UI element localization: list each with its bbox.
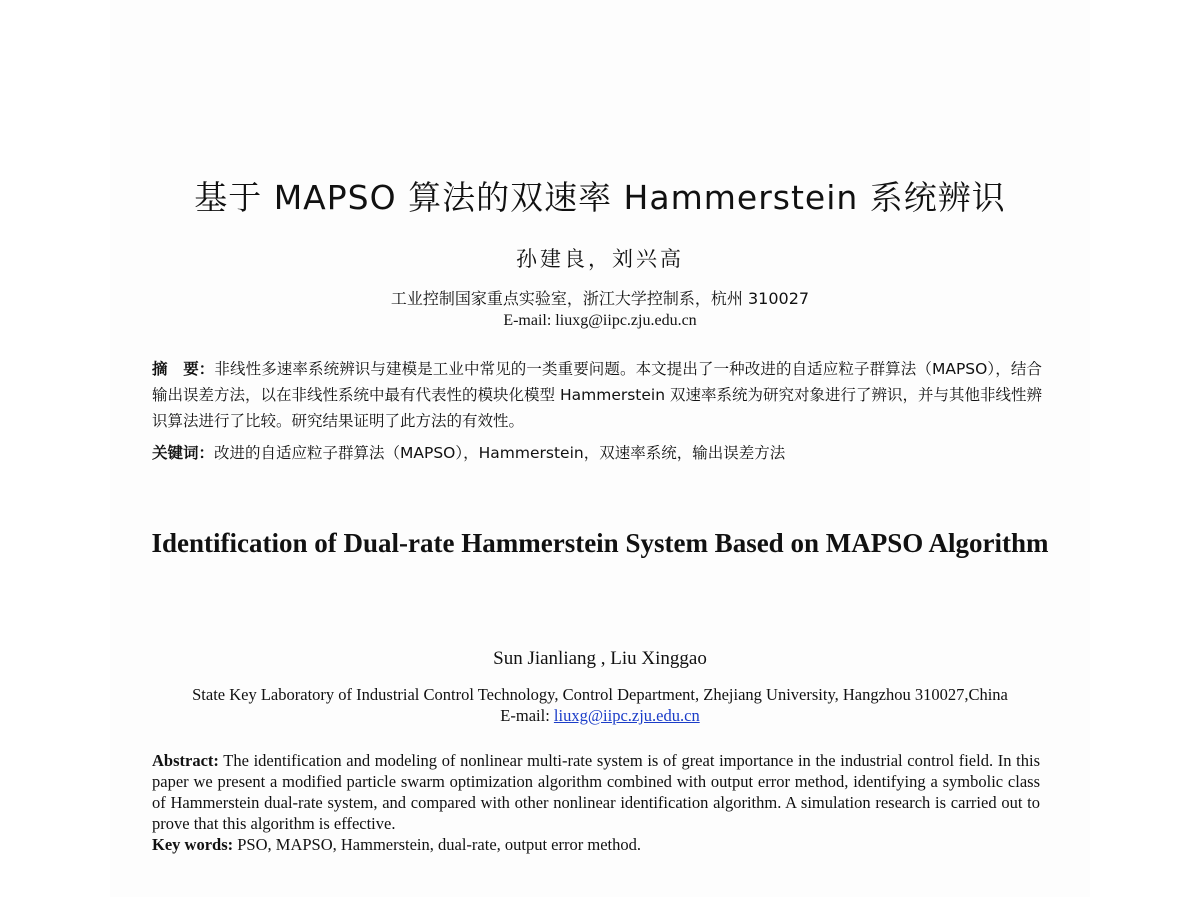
chinese-abstract (152, 356, 1042, 434)
chinese-keywords-text: 改进的自适应粒子群算法（MAPSO），Hammerstein，双速率系统，输出误差方法 (214, 444, 786, 462)
english-keywords (152, 834, 1040, 855)
chinese-abstract-text: 非线性多速率系统辨识与建模是工业中常见的一类重要问题。本文提出了一种改进的自适应粒子群算法（MAPSO），结合输出误差方法，以在非线性系统中最有代表性的模块化模型 Hammerstein 双速率系统为研究对象进行了辨识，并与其他非线性辨识算法进行了比较。研究结果证明了此方法的有效性。 (152, 360, 1042, 430)
english-affiliation: State Key Laboratory of Industrial Control Technology, Control Department, Zhejiang University, Hangzhou 310027,China (192, 685, 1008, 704)
chinese-keywords-label: 关键词： (152, 444, 215, 462)
english-keywords-text: PSO, MAPSO, Hammerstein, dual-rate, output error method. (233, 835, 641, 854)
chinese-keywords (152, 440, 1042, 466)
english-email (0, 705, 1200, 726)
chinese-title: 基于 MAPSO 算法的双速率 Hammerstein 系统辨识 (194, 178, 1006, 217)
chinese-abstract-label: 摘 要： (152, 360, 215, 378)
english-title: Identification of Dual-rate Hammerstein System Based on MAPSO Algorithm (151, 528, 1049, 558)
english-abstract-text: The identification and modeling of nonlinear multi-rate system is of great importance in the industrial control field. In this paper we present a modified particle swarm optimization algorithm combined with output error method, identifying a symbolic class of Hammerstein dual-rate system, and compared with other nonlinear identification algorithm. A simulation research is carried out to prove that this algorithm is effective. (152, 751, 1040, 833)
chinese-affiliation: 工业控制国家重点实验室，浙江大学控制系，杭州 310027 (390, 289, 810, 308)
chinese-authors: 孙建良，刘兴高 (516, 247, 684, 271)
english-abstract-label: Abstract: (152, 751, 219, 770)
english-abstract (152, 750, 1040, 834)
english-authors: Sun Jianliang , Liu Xinggao (493, 648, 707, 669)
email-link[interactable]: liuxg@iipc.zju.edu.cn (553, 706, 700, 725)
english-email-prefix: E-mail: (500, 706, 554, 725)
english-keywords-label: Key words: (152, 835, 234, 854)
chinese-email: E-mail: liuxg@iipc.zju.edu.cn (503, 312, 697, 329)
